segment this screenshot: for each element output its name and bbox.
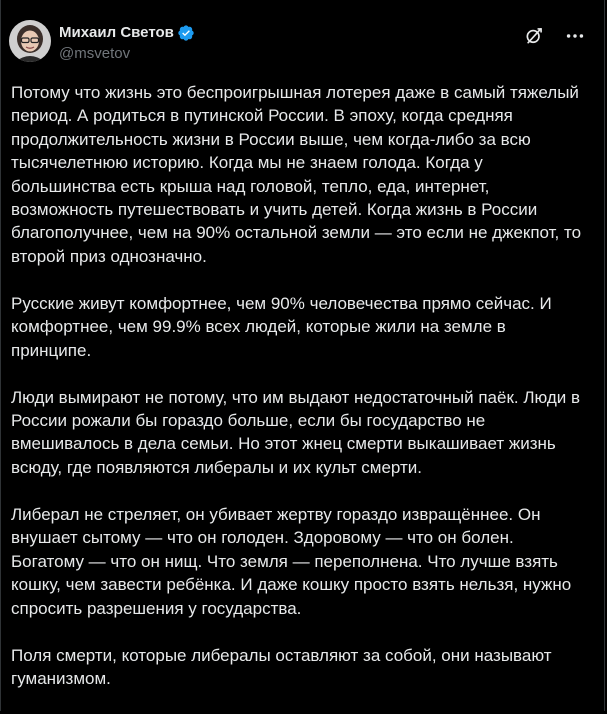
avatar[interactable] [9, 20, 51, 62]
display-name-row [59, 23, 195, 43]
post-text [11, 81, 586, 714]
post-paragraph-5: Поля смерти, которые либералы оставляют за собой, они называют гуманизмом. [11, 645, 552, 688]
grok-icon[interactable] [524, 26, 544, 46]
post-paragraph-3: Люди вымирают не потому, что им выдают недостаточный паёк. Люди в России рожали бы гораздо больше, если бы государство не вмешивалось в дела семьи. Но этот жнец смерти выкашивает жизнь всюду, где появляются либералы и их культ смерти. [11, 387, 581, 477]
post-header [9, 20, 588, 64]
author-names [59, 23, 195, 64]
avatar-photo [9, 20, 51, 62]
post-paragraph-1: Потому что жизнь это беспроигрышная лотерея даже в самый тяжелый период. А родиться в путинской России. В эпоху, когда средняя продолжительность жизни в России выше, чем когда-либо за всю тысячелетнюю историю. Когда мы не знаем голода. Когда у большинства есть крыша над головой, тепло, еда, интернет, возможность путешествовать и учить детей. Когда жизнь в России благополучнее, чем на 90% остальной земли — это если не джекпот, то второй приз однозначно. [11, 83, 582, 266]
post-paragraph-2: Русские живут комфортнее, чем 90% человечества прямо сейчас. И комфортнее, чем 99.9% всех людей, которые жили на земле в принципе. [11, 293, 552, 360]
author-handle[interactable]: @msvetov [59, 45, 131, 62]
post-paragraph-4: Либерал не стреляет, он убивает жертву гораздо извращённее. Он внушает сытому — что он голоден. Здоровому — что он болен. Богатому — что он нищ. Что земля — переполнена. Что лучше взять кошку, чем завести ребёнка. И даже кошку просто взять нельзя, нужно спросить разрешения у государства. [11, 504, 572, 618]
author-display-name[interactable]: Михаил Светов [59, 24, 174, 41]
verified-badge-icon[interactable] [177, 24, 195, 42]
more-dots-icon[interactable] [564, 26, 586, 46]
